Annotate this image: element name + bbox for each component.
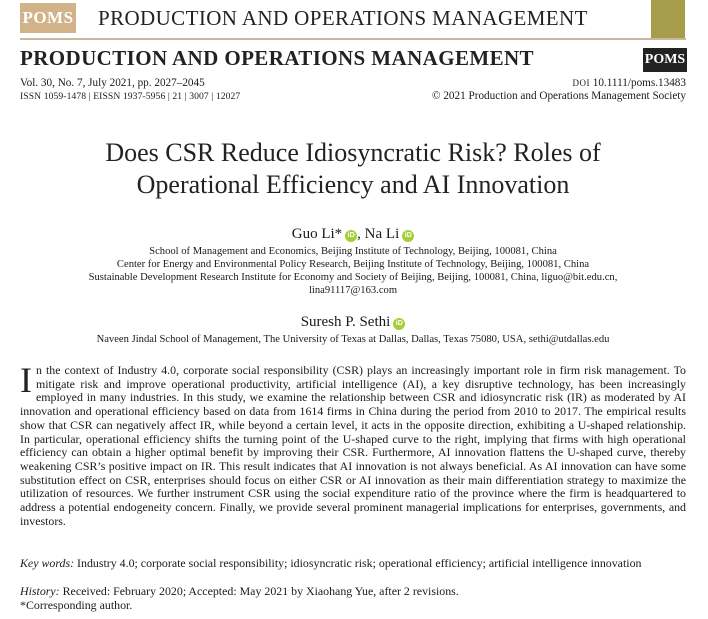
history-label: History: [20,584,60,598]
doi-info[interactable]: DOI 10.1111/poms.13483 [572,77,686,89]
title-line-1: Does CSR Reduce Idiosyncratic Risk? Roles of [105,138,601,167]
history-text: Received: February 2020; Accepted: May 2021 by Xiaohang Yue, after 2 revisions. [62,584,459,598]
author-suresh-sethi: Suresh P. Sethi [300,314,391,330]
header-divider [20,38,686,40]
affiliation: Center for Energy and Environmental Policy Research, Beijing Institute of Technology, Beijing, 100081, China [116,259,590,270]
author-email: lina91117@163.com [308,285,398,296]
abstract-text: n the context of Industry 4.0, corporate social responsibility (CSR) plays an increasingly important role in firm risk management. To mitigate risk and improve operational productivity, artificial intelligence (AI), a key disruptive technology, has been increasingly employed in many industries. In this study, we examine the relationship between CSR and idiosyncratic risk (IR) as moderated by AI innovation and operational efficiency based on data from 1614 firms in China during the period from 2010 to 2017. The empirical results show that CSR can negatively affect IR, while beyond a certain level, it acts in the opposite direction, exhibiting a U-shaped relationship. In particular, operational efficiency shifts the turning point of the U-shaped curve to the right, implying that firms with high operational efficiency can obtain a higher optimal benefit by improving their CSR. Furthermore, AI innovation flattens the U-shaped curve, thereby weakening CSR’s positive impact on IR. This result indicates that AI innovation is not always beneficial. As AI innovation can have some substitution effect on CSR, enterprises should focus on either CSR or AI innovation as their main differentiation strategy to maximize the utilization of resources. We further instrument CSR using the social expenditure ratio of the province where the firm is headquartered to address a potential endogeneity concern. Finally, we provide several prominent managerial implications for enterprises, governments, and investors. [20,363,686,528]
corresponding-note: *Corresponding author. [20,598,133,612]
keywords [20,557,686,571]
author-names-1 [20,226,686,243]
orcid-icon[interactable]: iD [345,230,357,242]
doi-meta [432,77,686,103]
publication-meta [20,77,240,103]
abstract [20,360,686,528]
affiliation: Sustainable Development Research Institute for Economy and Society of Beijing, Beijing, 100081, China, liguo@bit.edu.cn, [88,272,618,283]
poms-logo-small: POMS [643,48,687,72]
history [20,585,686,599]
keywords-text: Industry 4.0; corporate social responsibility; idiosyncratic risk; operational efficiency; artificial intelligence innovation [77,556,642,570]
affiliation: Naveen Jindal School of Management, The University of Texas at Dallas, Dallas, Texas 75080, USA, sethi@utdallas.edu [96,334,610,345]
journal-name-main: PRODUCTION AND OPERATIONS MANAGEMENT [20,46,534,70]
orcid-icon[interactable]: iD [393,318,405,330]
copyright: © 2021 Production and Operations Management Society [432,90,686,102]
header-color-stripe [651,0,685,40]
orcid-icon[interactable]: iD [402,230,414,242]
affiliation: School of Management and Economics, Beijing Institute of Technology, Beijing, 100081, China [149,246,557,257]
drop-cap: I [20,360,32,400]
author-names-2 [20,314,686,331]
keywords-label: Key words: [20,556,75,570]
author-na-li: , Na Li [357,226,400,242]
poms-logo: POMS [20,3,76,33]
author-guo-li: Guo Li* [291,226,343,242]
journal-name-top: PRODUCTION AND OPERATIONS MANAGEMENT [98,6,588,30]
volume-info: Vol. 30, No. 7, July 2021, pp. 2027–2045 [20,77,205,89]
paper-title [20,137,686,201]
issn-info: ISSN 1059-1478 | EISSN 1937-5956 | 21 | 3007 | 12027 [20,91,241,102]
title-line-2: Operational Efficiency and AI Innovation [136,170,570,199]
